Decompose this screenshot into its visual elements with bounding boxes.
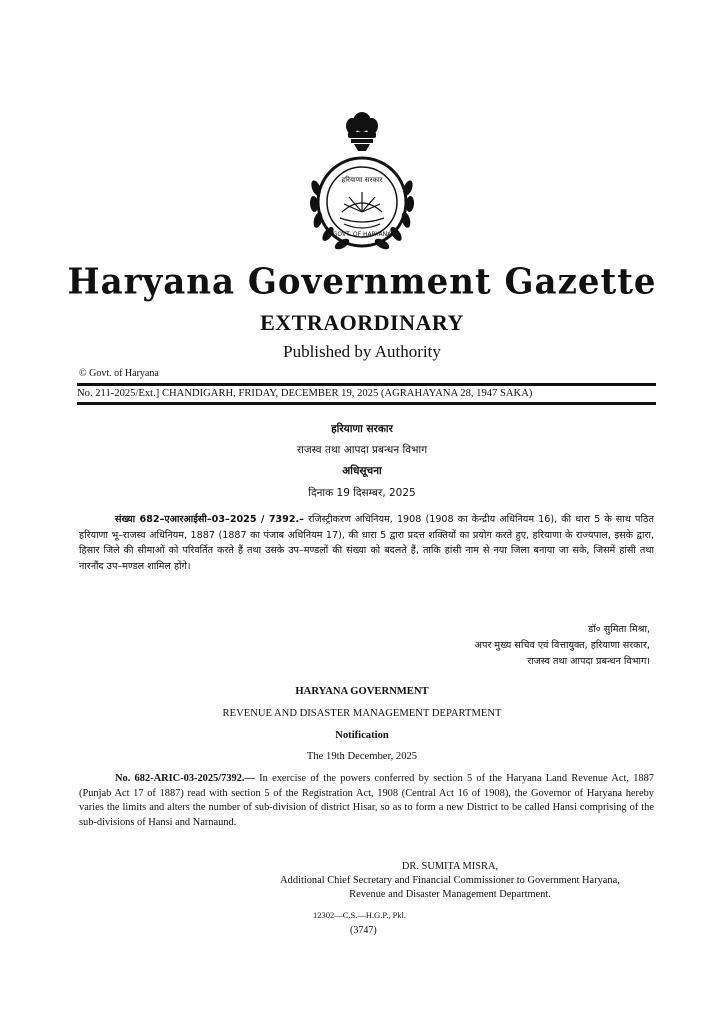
english-body-text: In exercise of the powers conferred by section 5 of the Haryana Land Revenue Act, 1887 (Punjab Act 17 of 1887) read with section 5 of the Registration Act, 1908 (Central Act 16 of 1908), the Governor of Haryana hereby varies the limits and alters the number of sub-division of district Hisar, so as to form a new District to be called Hansi comprising of the sub-divisions of Hansi and Narnaund. [79,773,655,828]
hindi-body-text: रजिस्ट्रीकरण अधिनियम, 1908 (1908 का केन्द्रीय अधिनियम 16), की धारा 5 के साथ पठित हरियाणा भू–राजस्व अधिनियम, 1887 (1887 का पंजाब अधिनियम 17), की धारा 5 द्वारा प्रदत्त शक्तियों का प्रयोग करते हुए, हरियाणा के राज्यपाल, इसके द्वारा, हिसार जिले की सीमाओं को परिवर्तित करते हैं तथा उसके उप–मण्डलों की संख्या को बदलते हैं, ताकि हांसी नाम से नया जिला बनाया जा सके, जिसमें हांसी तथा नारनौंद उप–मण्डल शामिल होंगे। [79,514,654,572]
print-reference: 12302—C.S.—H.G.P., Pkl. [313,910,407,920]
english-notification-number: No. 682-ARIC-03-2025/7392.— [115,773,255,784]
issue-line [77,388,656,399]
top-rule [77,383,656,386]
svg-text:हरियाणा सरकार: हरियाणा सरकार [341,176,383,184]
copyright-notice: © Govt. of Haryana [79,368,159,379]
english-notification-body [79,772,654,830]
english-government-heading: HARYANA GOVERNMENT [295,686,429,697]
published-by-authority: Published by Authority [283,342,441,361]
extraordinary-heading: EXTRAORDINARY [260,310,464,335]
haryana-emblem [302,108,422,256]
issue-number: No. 211-2025/Ext.] [77,388,160,399]
hindi-government-heading: हरियाणा सरकार [331,423,393,435]
hindi-notification-heading: अधिसूचना [342,465,382,477]
english-signatory-name: DR. SUMITA MISRA, [401,861,499,872]
hindi-signatory-title: अपर मुख्य सचिव एवं वित्तायुक्त, हरियाणा सरकार, [474,640,650,651]
english-notification-heading: Notification [335,730,389,741]
english-signatory-department: Revenue and Disaster Management Department. [349,889,551,900]
bottom-rule [77,402,656,405]
hindi-notification-number: संख्या 682–एआरआईसी–03–2025 / 7392.– [115,514,304,525]
english-department-heading: REVENUE AND DISASTER MANAGEMENT DEPARTMENT [222,708,502,719]
hindi-signatory-name: डॉ० सुमिता मिश्रा, [588,624,650,635]
english-signatory-title: Additional Chief Secretary and Financial Commissioner to Government Haryana, [280,875,620,886]
page-number: (3747) [350,925,377,936]
hindi-department-heading: राजस्व तथा आपदा प्रबन्धन विभाग [296,444,428,456]
issue-date-place: CHANDIGARH, FRIDAY, DECEMBER 19, 2025 (AGRAHAYANA 28, 1947 SAKA) [161,388,533,399]
hindi-date: दिनाक 19 दिसम्बर, 2025 [308,487,416,499]
hindi-signatory-department: राजस्व तथा आपदा प्रबन्धन विभाग। [527,656,650,667]
gazette-title: Haryana Government Gazette [67,261,657,303]
english-date: The 19th December, 2025 [306,751,418,762]
svg-text:GOVT. OF HARYANA: GOVT. OF HARYANA [332,231,392,238]
hindi-notification-body [79,512,654,574]
